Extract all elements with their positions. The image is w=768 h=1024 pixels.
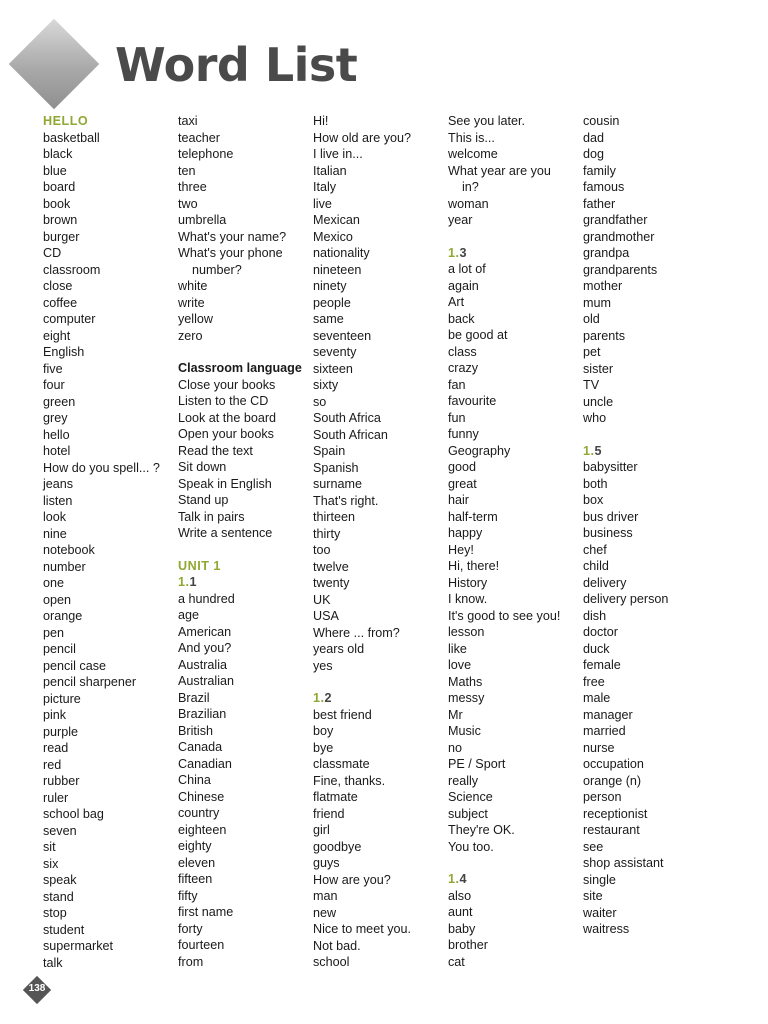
word-item: stop (43, 906, 67, 920)
word-item: What's your name? (178, 229, 287, 244)
word-item: good (448, 460, 477, 474)
word-item: happy (448, 526, 483, 540)
word-item: love (448, 658, 472, 672)
word-item: red (43, 757, 62, 772)
word-list (448, 196, 582, 229)
word-item: And you? (178, 641, 232, 655)
word-item: fifty (178, 888, 198, 903)
word-item: fan (448, 377, 466, 392)
word-item: famous (583, 180, 625, 194)
word-item: I live in... (313, 147, 363, 161)
word-item: a hundred (178, 591, 235, 606)
word-item (178, 245, 312, 278)
word-item: again (448, 278, 479, 293)
word-item: rubber (43, 774, 80, 788)
word-item: Hi, there! (448, 559, 500, 573)
word-item: family (583, 163, 616, 178)
word-item: sixteen (313, 361, 353, 376)
word-item: British (178, 723, 213, 738)
word-item: grandpa (583, 246, 630, 260)
word-item: nineteen (313, 262, 362, 277)
word-item: English (43, 345, 85, 359)
word-item: talk (43, 955, 63, 970)
word-item: seventy (313, 345, 357, 359)
word-item: person (583, 790, 622, 804)
word-item: one (43, 576, 65, 590)
title-diamond-graphic (9, 19, 100, 110)
word-item: book (43, 196, 71, 211)
word-item: favourite (448, 394, 497, 408)
word-item: too (313, 543, 331, 557)
word-item: Hi! (313, 114, 329, 128)
word-item: site (583, 889, 603, 903)
unit-heading: UNIT 1 (178, 558, 221, 573)
word-item: open (43, 592, 72, 607)
word-item: child (583, 559, 609, 573)
page-title: Word List (115, 38, 358, 92)
word-item (448, 163, 582, 196)
word-item: mother (583, 279, 623, 293)
word-item: messy (448, 691, 485, 705)
word-item: eight (43, 328, 71, 343)
word-item: jeans (43, 477, 74, 491)
word-item: manager (583, 707, 633, 722)
word-item: computer (43, 312, 96, 326)
word-item: father (583, 196, 616, 211)
word-item: It's good to see you! (448, 608, 561, 623)
word-item: pet (583, 345, 601, 359)
word-item: same (313, 312, 344, 326)
word-item: speak (43, 873, 77, 887)
word-item: age (178, 608, 200, 622)
word-item: look (43, 510, 67, 524)
word-item: baby (448, 921, 476, 936)
word-item: also (448, 888, 472, 903)
word-item: PE / Sport (448, 757, 506, 771)
section-heading-1-3: 1.3 (448, 245, 468, 260)
word-item: lesson (448, 625, 485, 639)
word-item: This is... (448, 130, 495, 145)
word-item: telephone (178, 147, 234, 161)
word-item: classroom (43, 262, 101, 277)
word-item: grandfather (583, 213, 648, 227)
word-item: Not bad. (313, 938, 361, 953)
word-item: country (178, 806, 220, 820)
word-item: Mr (448, 707, 463, 722)
word-item: hello (43, 427, 70, 442)
word-item: Read the text (178, 443, 253, 458)
word-item: guys (313, 856, 340, 870)
word-item: occupation (583, 757, 644, 771)
section-heading-classroom-language: Classroom language (178, 361, 302, 375)
word-item: boy (313, 724, 334, 738)
word-item: man (313, 889, 338, 903)
word-item: friend (313, 806, 345, 821)
word-item: Speak in English (178, 476, 272, 491)
word-item: a lot of (448, 262, 486, 276)
word-item: Australia (178, 657, 227, 672)
word-text: What year are you (448, 163, 551, 178)
word-item: really (448, 773, 479, 788)
word-list (448, 113, 582, 163)
word-item: woman (448, 196, 489, 211)
word-item: supermarket (43, 939, 113, 953)
word-item: box (583, 493, 604, 507)
word-item: five (43, 361, 63, 376)
word-item: How do you spell... ? (43, 460, 160, 475)
word-item: duck (583, 641, 610, 656)
word-item: pencil case (43, 658, 107, 673)
word-item: burger (43, 229, 80, 244)
word-column-5 (583, 113, 717, 938)
word-item: taxi (178, 114, 198, 128)
word-item: Where ... from? (313, 625, 400, 640)
section-heading-1-5: 1.5 (583, 443, 603, 458)
word-item: Sit down (178, 460, 227, 474)
word-item: write (178, 295, 205, 310)
word-item: hotel (43, 444, 71, 458)
word-item: zero (178, 328, 203, 343)
word-item: funny (448, 427, 479, 441)
word-column-2 (178, 113, 312, 970)
word-item: blue (43, 163, 67, 178)
word-item: Talk in pairs (178, 509, 245, 524)
word-item: China (178, 773, 211, 787)
word-item: subject (448, 806, 488, 821)
word-item: live (313, 196, 332, 211)
word-item: eleven (178, 855, 216, 870)
word-item: doctor (583, 625, 619, 639)
section-heading-hello: HELLO (43, 114, 89, 128)
word-item: close (43, 279, 73, 293)
word-item: restaurant (583, 823, 640, 837)
word-item: Geography (448, 443, 511, 458)
word-item: Brazilian (178, 707, 227, 721)
word-item: TV (583, 378, 600, 392)
word-list (583, 113, 717, 427)
word-text-continuation: in? (462, 180, 479, 194)
word-item: best friend (313, 707, 372, 722)
word-list (178, 278, 312, 344)
word-item: from (178, 954, 204, 969)
word-item: eighteen (178, 822, 227, 837)
word-item: number (43, 559, 86, 574)
word-item: stand (43, 889, 74, 904)
word-item: fun (448, 410, 466, 425)
word-item: grey (43, 411, 68, 425)
word-item: single (583, 872, 616, 887)
word-item: How old are you? (313, 130, 412, 145)
word-item: grandmother (583, 229, 655, 244)
word-list (448, 888, 582, 971)
word-item: USA (313, 609, 339, 623)
word-item: pen (43, 625, 65, 640)
word-item: waiter (583, 905, 617, 920)
word-item: Maths (448, 674, 483, 689)
word-item: Science (448, 790, 493, 804)
word-item: They're OK. (448, 823, 515, 837)
word-item: crazy (448, 361, 479, 375)
word-list (178, 377, 312, 542)
word-item: white (178, 279, 208, 293)
word-item: fifteen (178, 872, 213, 886)
word-item: flatmate (313, 790, 358, 804)
word-item: Canada (178, 740, 223, 754)
word-item: notebook (43, 543, 95, 557)
word-item: That's right. (313, 493, 379, 508)
word-item: Australian (178, 674, 235, 688)
word-item: be good at (448, 328, 508, 342)
word-item: mum (583, 295, 611, 310)
word-item: I know. (448, 592, 488, 606)
word-item: Nice to meet you. (313, 922, 411, 936)
word-item: four (43, 378, 65, 392)
word-item: pencil sharpener (43, 675, 137, 689)
word-item: How are you? (313, 872, 391, 887)
word-item: back (448, 311, 475, 326)
word-item: male (583, 691, 611, 705)
word-item: married (583, 724, 626, 738)
word-item: half-term (448, 509, 498, 524)
word-item: Spain (313, 444, 346, 458)
word-item: sixty (313, 378, 339, 392)
word-item: teacher (178, 130, 221, 145)
word-item: delivery person (583, 592, 669, 606)
word-item: picture (43, 691, 81, 706)
word-item: people (313, 295, 351, 310)
word-item: classmate (313, 757, 370, 771)
word-item: Listen to the CD (178, 394, 269, 408)
word-list (583, 459, 717, 938)
word-item: thirteen (313, 510, 356, 524)
word-item: Music (448, 724, 481, 738)
word-item: Close your books (178, 377, 276, 392)
word-item: Write a sentence (178, 526, 273, 540)
word-item: girl (313, 823, 330, 837)
word-item: waitress (583, 922, 630, 936)
word-item: no (448, 740, 463, 755)
word-list (178, 591, 312, 971)
word-item: ninety (313, 279, 347, 293)
word-item: like (448, 641, 467, 656)
word-item: green (43, 394, 76, 409)
word-item: free (583, 674, 605, 689)
word-item: See you later. (448, 114, 526, 128)
word-item: dog (583, 147, 605, 161)
word-item: babysitter (583, 460, 638, 474)
word-item: shop assistant (583, 856, 664, 870)
word-item: surname (313, 477, 362, 491)
word-item: black (43, 147, 73, 161)
word-item: hair (448, 493, 469, 507)
word-item: dad (583, 130, 605, 145)
word-item: cat (448, 954, 465, 969)
page-number: 138 (28, 983, 46, 994)
word-item: Art (448, 295, 465, 309)
word-item: Mexican (313, 213, 360, 227)
word-list (448, 261, 582, 855)
word-item: bye (313, 740, 334, 755)
word-item: great (448, 476, 477, 491)
word-item: seven (43, 823, 77, 838)
word-list (178, 113, 312, 245)
word-list (313, 707, 447, 971)
word-item: ruler (43, 790, 69, 805)
word-item: business (583, 526, 633, 540)
word-item: sister (583, 361, 614, 376)
word-item: both (583, 476, 608, 491)
word-item: school bag (43, 807, 104, 821)
word-item: nine (43, 526, 67, 541)
word-item: Look at the board (178, 410, 277, 425)
section-heading-1-2: 1.2 (313, 691, 333, 705)
word-item: umbrella (178, 213, 227, 227)
word-item: school (313, 955, 350, 969)
word-item: Italian (313, 163, 347, 178)
word-item: Brazil (178, 690, 210, 705)
word-column-4 (448, 113, 582, 970)
section-heading-1-1: 1.1 (178, 575, 198, 589)
word-item: Mexico (313, 229, 353, 244)
word-item: grandparents (583, 262, 658, 277)
word-item: uncle (583, 394, 614, 409)
word-item: brown (43, 213, 78, 227)
word-item: UK (313, 592, 331, 607)
word-item: goodbye (313, 839, 362, 854)
section-heading-1-4: 1.4 (448, 872, 468, 886)
word-item: twenty (313, 576, 350, 590)
word-item: purple (43, 724, 79, 739)
word-item: board (43, 180, 76, 194)
word-item: Hey! (448, 542, 474, 557)
word-item: nationality (313, 246, 370, 260)
word-item: yellow (178, 312, 213, 326)
word-item: who (583, 411, 607, 425)
word-item: bus driver (583, 509, 639, 524)
word-item: coffee (43, 295, 78, 310)
word-item: two (178, 196, 198, 211)
word-item: eighty (178, 839, 212, 853)
word-item: female (583, 658, 621, 672)
word-item: orange (n) (583, 773, 642, 788)
word-item: thirty (313, 526, 341, 541)
word-item: brother (448, 938, 488, 952)
word-item: seventeen (313, 328, 372, 343)
word-item: fourteen (178, 938, 225, 952)
word-item: first name (178, 905, 234, 919)
word-item: You too. (448, 839, 494, 854)
word-item: orange (43, 609, 83, 623)
word-text: What's your phone (178, 246, 283, 260)
word-item: Fine, thanks. (313, 773, 386, 788)
word-item: nurse (583, 740, 615, 755)
word-item: see (583, 839, 604, 854)
word-item: aunt (448, 905, 473, 919)
word-item: welcome (448, 147, 498, 161)
word-item: pink (43, 708, 67, 722)
word-item: ten (178, 163, 196, 178)
word-item: old (583, 312, 600, 326)
word-column-1 (43, 113, 177, 971)
word-item: South African (313, 427, 388, 442)
word-list (313, 113, 447, 674)
word-item: sit (43, 840, 56, 854)
word-item: basketball (43, 130, 100, 145)
word-item: six (43, 856, 59, 871)
word-item: pencil (43, 642, 76, 656)
word-item: student (43, 922, 85, 937)
word-item: Canadian (178, 756, 232, 771)
word-item: delivery (583, 575, 627, 590)
word-item: Chinese (178, 789, 225, 804)
word-item: so (313, 394, 327, 409)
word-item: class (448, 344, 477, 359)
word-item: cousin (583, 114, 620, 128)
word-text-continuation: number? (192, 262, 242, 277)
word-item: years old (313, 642, 365, 656)
word-item: twelve (313, 559, 349, 574)
word-item: CD (43, 246, 62, 260)
word-item: three (178, 180, 207, 194)
word-item: Spanish (313, 460, 359, 475)
word-item: History (448, 575, 488, 590)
word-list (43, 130, 177, 972)
word-item: listen (43, 493, 73, 508)
word-item: American (178, 624, 232, 639)
word-item: Italy (313, 180, 337, 194)
word-item: receptionist (583, 806, 648, 821)
word-item: new (313, 905, 337, 920)
word-item: year (448, 213, 473, 227)
word-item: South Africa (313, 411, 381, 425)
word-item: dish (583, 608, 607, 623)
word-item: chef (583, 542, 607, 557)
word-column-3 (313, 113, 447, 971)
word-item: Open your books (178, 427, 274, 441)
word-item: parents (583, 328, 626, 343)
word-item: read (43, 741, 69, 755)
word-item: Stand up (178, 493, 229, 507)
word-item: forty (178, 921, 203, 936)
word-item: yes (313, 658, 333, 673)
